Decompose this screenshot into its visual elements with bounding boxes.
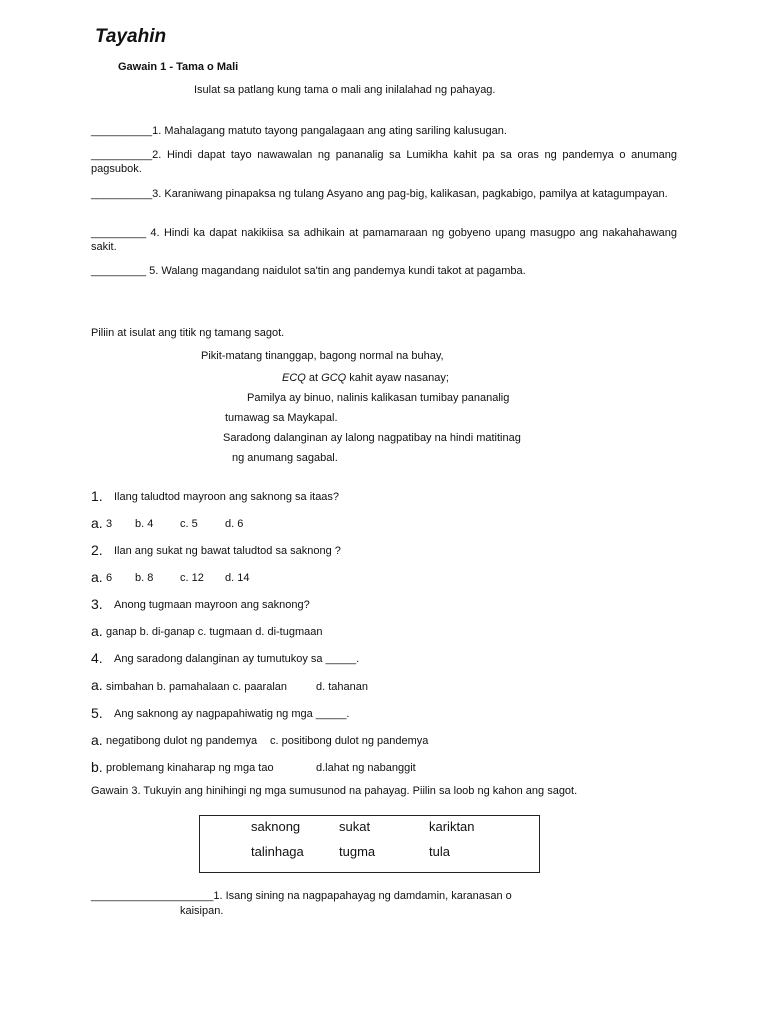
question-3-option-lead: a. <box>91 623 103 639</box>
question-5-option-lead-a: a. <box>91 732 103 748</box>
question-4-text: Ang saradong dalanginan ay tumutukoy sa _____. <box>114 653 360 665</box>
question-5-option-c: c. positibong dulot ng pandemya <box>270 735 429 747</box>
question-1-option-b: b. 4 <box>135 518 154 530</box>
gawain2-instruction: Piliin at isulat ang titik ng tamang sagot. <box>91 327 285 339</box>
question-1-option-c: c. 5 <box>180 518 198 530</box>
question-1-text: Ilang taludtod mayroon ang saknong sa itaas? <box>114 491 340 503</box>
poem-gcq: GCQ <box>321 372 347 384</box>
true-false-item-1: __________1. Mahalagang matuto tayong pangalagaan ang ating sariling kalusugan. <box>91 125 507 137</box>
question-3-text: Anong tugmaan mayroon ang saknong? <box>114 599 310 611</box>
poem-line-2-end: kahit ayaw nasanay; <box>346 372 449 384</box>
poem-line-3: Pamilya ay binuo, nalinis kalikasan tumibay pananalig <box>247 392 510 404</box>
question-2-option-b: b. 8 <box>135 572 154 584</box>
question-2-text: Ilan ang sukat ng bawat taludtod sa saknong ? <box>114 545 341 557</box>
true-false-item-4: _________ 4. Hindi ka dapat nakikiisa sa adhikain at pamamaraan ng gobyeno upang masugpo ang nakahahawang sakit. <box>91 227 677 253</box>
poem-ecq: ECQ <box>282 372 306 384</box>
true-false-item-5: _________ 5. Walang magandang naidulot sa'tin ang pandemya kundi takot at pagamba. <box>91 265 526 277</box>
question-4-number: 4. <box>91 650 103 666</box>
word-bank-word: talinhaga <box>251 844 304 859</box>
question-1-option-a: 3 <box>106 518 113 530</box>
question-1-option-d: d. 6 <box>225 518 244 530</box>
word-bank-word: saknong <box>251 819 301 834</box>
word-bank-word: tugma <box>339 844 376 859</box>
gawain1-instruction: Isulat sa patlang kung tama o mali ang inilalahad ng pahayag. <box>194 84 496 96</box>
question-1-option-lead: a. <box>91 515 103 531</box>
word-bank-word: tula <box>429 844 450 859</box>
gawain3-item-1: ____________________1. Isang sining na nagpapahayag ng damdamin, karanasan o <box>91 890 512 902</box>
question-3-number: 3. <box>91 596 103 612</box>
question-5-option-a: negatibong dulot ng pandemya <box>106 735 258 747</box>
word-bank-word: sukat <box>339 819 371 834</box>
question-5-text: Ang saknong ay nagpapahiwatig ng mga _____. <box>114 708 350 720</box>
question-2-number: 2. <box>91 542 103 558</box>
question-1-number: 1. <box>91 488 103 504</box>
question-4-option-d: d. tahanan <box>316 681 368 693</box>
question-5-option-lead-b: b. <box>91 759 103 775</box>
true-false-item-2: __________2. Hindi dapat tayo nawawalan ng pananalig sa Lumikha kahit pa sa oras ng pandemya o anumang pagsubok. <box>91 149 677 175</box>
question-4-option-lead: a. <box>91 677 103 693</box>
gawain3-item-1-continued: kaisipan. <box>180 905 224 917</box>
question-5-option-d: d.lahat ng nabanggit <box>316 762 416 774</box>
poem-line-6: ng anumang sagabal. <box>232 452 338 464</box>
question-2-option-d: d. 14 <box>225 572 250 584</box>
question-2-option-lead: a. <box>91 569 103 585</box>
poem-line-4: tumawag sa Maykapal. <box>225 412 338 424</box>
page-title: Tayahin <box>95 26 167 47</box>
question-5-number: 5. <box>91 705 103 721</box>
question-4-options-abc: simbahan b. pamahalaan c. paaralan <box>106 681 288 693</box>
question-5-option-b: problemang kinaharap ng mga tao <box>106 762 274 774</box>
poem-at: at <box>305 372 322 384</box>
poem-line-2 <box>282 371 449 385</box>
poem-line-1: Pikit-matang tinanggap, bagong normal na buhay, <box>201 350 444 362</box>
gawain3-instruction: Gawain 3. Tukuyin ang hinihingi ng mga sumusunod na pahayag. Piilin sa loob ng kahon ang sagot. <box>91 785 578 797</box>
true-false-item-3: __________3. Karaniwang pinapaksa ng tulang Asyano ang pag-big, kalikasan, pagkabigo, pamilya at katagumpayan. <box>91 188 668 200</box>
question-2-option-c: c. 12 <box>180 572 204 584</box>
gawain1-title: Gawain 1 - Tama o Mali <box>118 61 239 73</box>
word-bank-box <box>199 815 540 873</box>
question-2-option-a: 6 <box>106 572 113 584</box>
word-bank-word: kariktan <box>429 819 475 834</box>
poem-line-5: Saradong dalanginan ay lalong nagpatibay na hindi matitinag <box>223 432 521 444</box>
question-3-options: ganap b. di-ganap c. tugmaan d. di-tugmaan <box>106 626 323 638</box>
